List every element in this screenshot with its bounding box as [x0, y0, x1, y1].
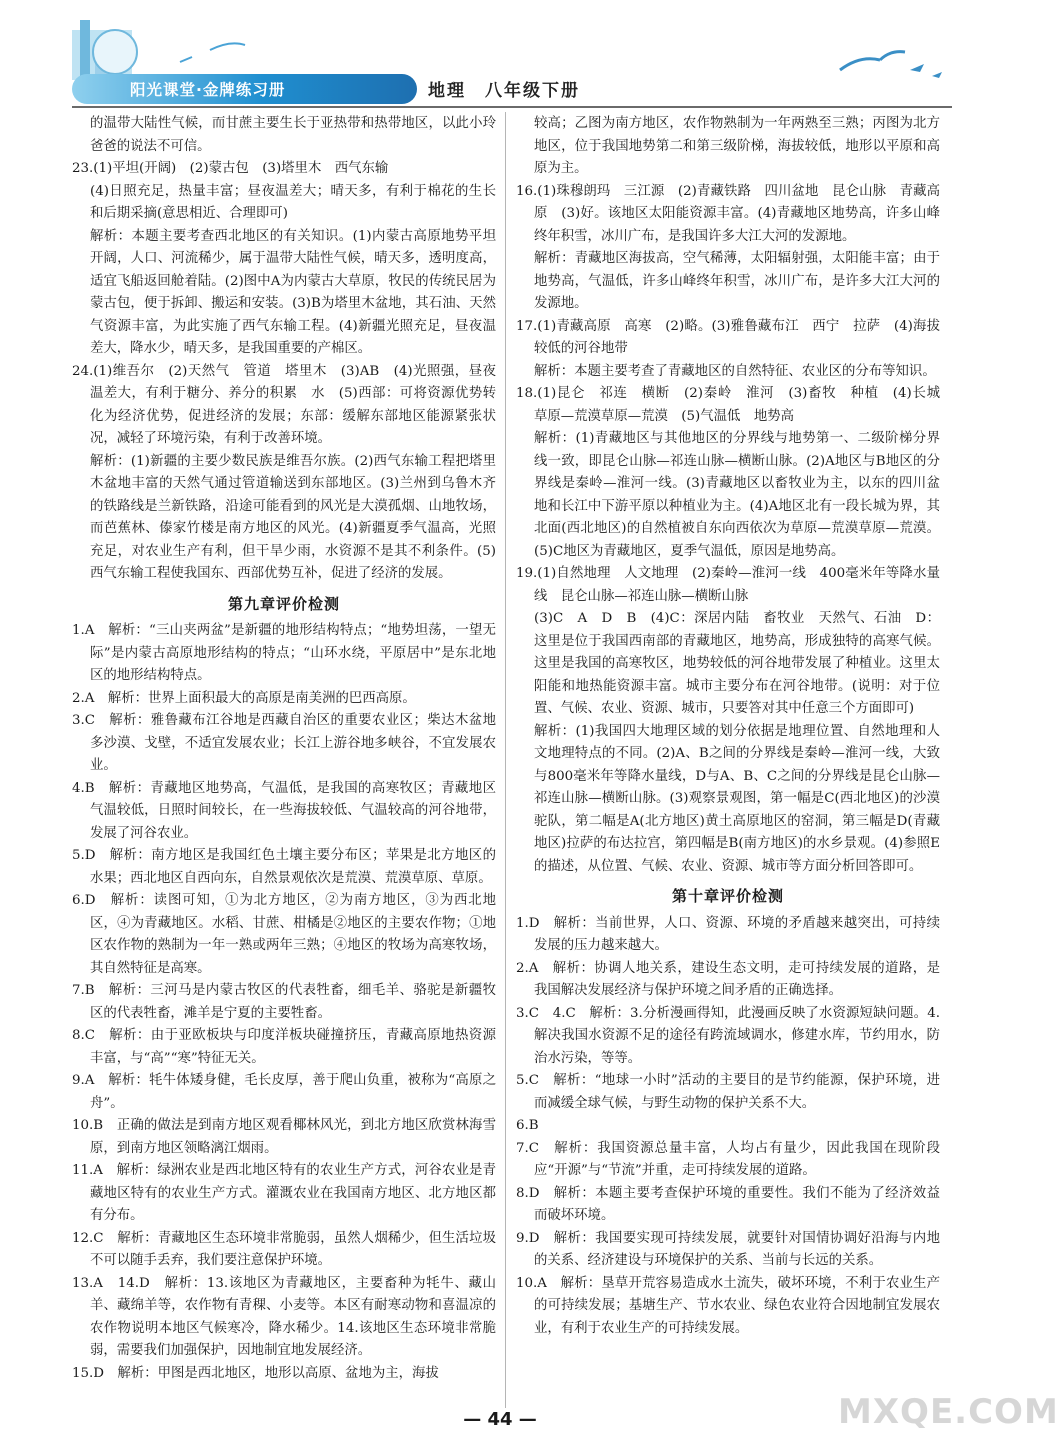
- tower-shape: [80, 20, 90, 80]
- answer-paragraph: 3.C 4.C 解析：3.分析漫画得知，此漫画反映了水资源短缺问题。4.解决我国水资源不足的途径有跨流域调水，修建水库，节约用水，防治水污染，等等。: [516, 1005, 940, 1066]
- answer-paragraph: 11.A 解析：绿洲农业是西北地区特有的农业生产方式，河谷农业是青藏地区特有的农业生产方式。灌溉农业在我国南方地区、北方地区都有分布。: [72, 1163, 496, 1223]
- bird-icon: [840, 59, 880, 70]
- answer-paragraph: 17.(1)青藏高原 高寒 (2)略。(3)雅鲁藏布江 西宁 拉萨 (4)海拔较低的河谷地带: [516, 318, 940, 356]
- answer-paragraph: 23.(1)平坦(开阔) (2)蒙古包 (3)塔里木 西气东输: [72, 161, 389, 176]
- answer-paragraph: 解析：本题主要考查西北地区的有关知识。(1)内蒙古高原地势平坦开阔，人口、河流稀少，属于温带大陆性气候，晴天多，透明度高，适宜飞船返回舱着陆。(2)图中A为内蒙古大草原，牧民的传统民居为蒙古包，便于拆卸、搬运和安装。(3)B为塔里木盆地，其石油、天然气资源丰富，为此实施了西气东输工程。(4)新疆光照充足，昼夜温差大，降水少，晴天多，是我国重要的产棉区。: [90, 228, 496, 356]
- answer-paragraph: 15.D 解析：甲图是西北地区，地形以高原、盆地为主，海拔: [72, 1365, 439, 1381]
- bird-icon: [180, 57, 192, 62]
- answer-paragraph: 2.A 解析：世界上面积最大的高原是南美洲的巴西高原。: [72, 690, 416, 706]
- page-header: [0, 0, 1000, 110]
- section-title: 第九章评价检测: [227, 594, 340, 613]
- answer-paragraph: (4)日照充足，热量丰富；昼夜温差大；晴天多，有利于棉花的生长和后期采摘(意思相近、合理即可): [90, 183, 496, 221]
- answer-paragraph: (3)C A D B (4)C：深居内陆 畜牧业 天然气、石油 D：这里是位于我国西南部的青藏地区，地势高，形成独特的高寒气候。这里是我国的高寒牧区，地势较低的河谷地带发展了种植业。这里太阳能和地热能资源丰富。城市主要分布在河谷地带。(说明：对于位置、气候、农业、资源、城市，只要答对其中任意三个方面即可): [534, 611, 940, 716]
- answer-paragraph: 解析：青藏地区海拔高，空气稀薄，太阳辐射强，太阳能丰富；由于地势高，气温低，许多山峰终年积雪，冰川广布，是许多大江大河的发源地。: [534, 251, 940, 311]
- answer-paragraph: 6.D 解析：读图可知，①为北方地区，②为南方地区，③为西北地区，④为青藏地区。水稻、甘蔗、柑橘是②地区的主要农作物；①地区农作物的熟制为一年一熟或两年三熟；④地区的牧场为高寒牧场，其自然特征是高寒。: [72, 893, 496, 976]
- answer-paragraph: 7.C 解析：我国资源总量丰富，人均占有量少，因此我国在现阶段应“开源”与“节流”并重，走可持续发展的道路。: [516, 1140, 940, 1178]
- answer-paragraph: 7.B 解析：三河马是内蒙古牧区的代表牲畜，细毛羊、骆驼是新疆牧区的代表牲畜，滩羊是宁夏的主要牲畜。: [72, 983, 496, 1021]
- answer-paragraph: 较高；乙图为南方地区，农作物熟制为一年两熟至三熟；丙图为北方地区，位于我国地势第二和第三级阶梯，海拔较低，地形以平原和高原为主。: [534, 116, 940, 176]
- answer-paragraph: 5.D 解析：南方地区是我国红色土壤主要分布区；苹果是北方地区的水果；西北地区自西向东，自然景观依次是荒漠、荒漠草原、草原。: [72, 848, 496, 886]
- watermark: MXQE.COM: [838, 1392, 1059, 1432]
- answer-paragraph: 解析：(1)新疆的主要少数民族是维吾尔族。(2)西气东输工程把塔里木盆地丰富的天然气通过管道输送到东部地区。(3)兰州到乌鲁木齐的铁路线是兰新铁路，沿途可能看到的风光是大漠孤烟、山地牧场，而芭蕉林、傣家竹楼是南方地区的风光。(4)新疆夏季气温高，光照充足，对农业生产有利，但干旱少雨，水资源不是其不利条件。(5)西气东输工程使我国东、西部优势互补，促进了经济的发展。: [90, 453, 496, 581]
- answer-paragraph: 解析：(1)我国四大地理区域的划分依据是地理位置、自然地理和人文地理特点的不同。(2)A、B之间的分界线是秦岭—淮河一线，大致与800毫米年等降水量线，D与A、B、C之间的分界线是昆仑山脉—祁连山脉—横断山脉。(3)观察景观图，第一幅是C(西北地区)的沙漠驼队，第二幅是A(北方地区)黄土高原地区的窑洞，第三幅是D(青藏地区)拉萨的布达拉宫，第四幅是B(南方地区)的水乡景观。(4)参照E的描述，从位置、气候、农业、资源、城市等方面分析回答即可。: [534, 723, 940, 874]
- page-number: — 44 —: [463, 1409, 537, 1430]
- bird-icon: [910, 64, 924, 72]
- answer-paragraph: 的温带大陆性气候，而甘蔗主要生长于亚热带和热带地区，以此小玲爸爸的说法不可信。: [90, 116, 496, 154]
- answer-paragraph: 6.B: [516, 1118, 539, 1133]
- sun-icon: [93, 30, 137, 74]
- subject-title: 地理 八年级下册: [428, 81, 580, 101]
- answer-paragraph: 1.D 解析：当前世界，人口、资源、环境的矛盾越来越突出，可持续发展的压力越来越大。: [516, 915, 940, 953]
- bird-icon: [932, 72, 942, 78]
- answer-paragraph: 13.A 14.D 解析：13.该地区为青藏地区，主要畜种为牦牛、藏山羊、藏绵羊等，农作物有青稞、小麦等。本区有耐寒动物和喜温凉的农作物说明本地区气候寒冷，降水稀少。14.该地区生态环境非常脆弱，需要我们加强保护，因地制宜地发展经济。: [72, 1275, 496, 1358]
- right-column: [516, 113, 954, 1340]
- answer-paragraph: 9.A 解析：牦牛体矮身健，毛长皮厚，善于爬山负重，被称为“高原之舟”。: [72, 1073, 496, 1111]
- column-divider: [505, 112, 506, 1408]
- answer-paragraph: 18.(1)昆仑 祁连 横断 (2)秦岭 淮河 (3)畜牧 种植 (4)长城 草原—荒漠草原—荒漠 (5)气温低 地势高: [516, 386, 954, 424]
- answer-paragraph: 24.(1)维吾尔 (2)天然气 管道 塔里木 (3)AB (4)光照强，昼夜温差大，有利于糖分、养分的积累 水 (5)西部：可将资源优势转化为经济优势，促进经济的发展；东部：缓解东部地区能源紧张状况，减轻了环境污染，有利于改善环境。: [72, 363, 496, 446]
- section-title: 第十章评价检测: [671, 887, 784, 905]
- answer-paragraph: 解析：(1)青藏地区与其他地区的分界线与地势第一、二级阶梯分界线一致，即昆仑山脉—祁连山脉—横断山脉。(2)A地区与B地区的分界线是秦岭—淮河一线。(3)青藏地区以畜牧业为主，以东的四川盆地和长江中下游平原以种植业为主。(4)A地区北有一段长城为界，其北面(西北地区)的自然植被自东向西依次为草原—荒漠草原—荒漠。(5)C地区为青藏地区，夏季气温低，原因是地势高。: [534, 431, 940, 559]
- header-divider: [72, 106, 952, 108]
- answer-paragraph: 16.(1)珠穆朗玛 三江源 (2)青藏铁路 四川盆地 昆仑山脉 青藏高原 (3)好。该地区太阳能资源丰富。(4)青藏地区地势高，许多山峰终年积雪，冰川广布，是我国许多大江大河的发源地。: [516, 183, 940, 244]
- answer-paragraph: 19.(1)自然地理 人文地理 (2)秦岭—淮河一线 400毫米年等降水量线 昆仑山脉—祁连山脉—横断山脉: [516, 566, 940, 604]
- answer-paragraph: 10.A 解析：垦草开荒容易造成水土流失，破坏环境，不利于农业生产的可持续发展；基塘生产、节水农业、绿色农业符合因地制宜发展农业，有利于农业生产的可持续发展。: [516, 1275, 940, 1336]
- answer-paragraph: 8.D 解析：本题主要考查保护环境的重要性。我们不能为了经济效益而破坏环境。: [516, 1185, 940, 1223]
- brand-title: 阳光课堂·金牌练习册: [130, 81, 286, 99]
- answer-paragraph: 8.C 解析：由于亚欧板块与印度洋板块碰撞挤压，青藏高原地热资源丰富，与“高”“寒”特征无关。: [72, 1028, 496, 1066]
- answer-paragraph: 3.C 解析：雅鲁藏布江谷地是西藏自治区的重要农业区；柴达木盆地多沙漠、戈壁，不适宜发展农业；长江上游谷地多峡谷，不宜发展农业。: [72, 713, 496, 773]
- answer-paragraph: 10.B 正确的做法是到南方地区观看椰林风光，到北方地区欣赏林海雪原，到南方地区领略漓江烟雨。: [72, 1118, 496, 1156]
- bird-icon: [210, 43, 245, 50]
- bird-icon: [880, 52, 905, 60]
- answer-paragraph: 2.A 解析：协调人地关系，建设生态文明，走可持续发展的道路，是我国解决发展经济与保护环境之间矛盾的正确选择。: [516, 960, 940, 998]
- answer-paragraph: 1.A 解析：“三山夹两盆”是新疆的地形结构特点；“地势坦荡，一望无际”是内蒙古高原地形结构的特点；“山环水绕，平原居中”是东北地区的地形结构特点。: [72, 623, 496, 683]
- left-column: [72, 113, 496, 1385]
- answer-paragraph: 9.D 解析：我国要实现可持续发展，就要针对国情协调好沿海与内地的关系、经济建设与环境保护的关系、当前与长远的关系。: [516, 1230, 940, 1268]
- answer-paragraph: 12.C 解析：青藏地区生态环境非常脆弱，虽然人烟稀少，但生活垃圾不可以随手丢弃，我们要注意保护环境。: [72, 1230, 496, 1268]
- answer-paragraph: 4.B 解析：青藏地区地势高，气温低，是我国的高寒牧区；青藏地区气温较低，日照时间较长，在一些海拔较低、气温较高的河谷地带，发展了河谷农业。: [72, 780, 496, 841]
- answer-paragraph: 解析：本题主要考查了青藏地区的自然特征、农业区的分布等知识。: [534, 363, 936, 379]
- answer-paragraph: 5.C 解析：“地球一小时”活动的主要目的是节约能源，保护环境，进而减缓全球气候，与野生动物的保护关系不大。: [516, 1073, 940, 1111]
